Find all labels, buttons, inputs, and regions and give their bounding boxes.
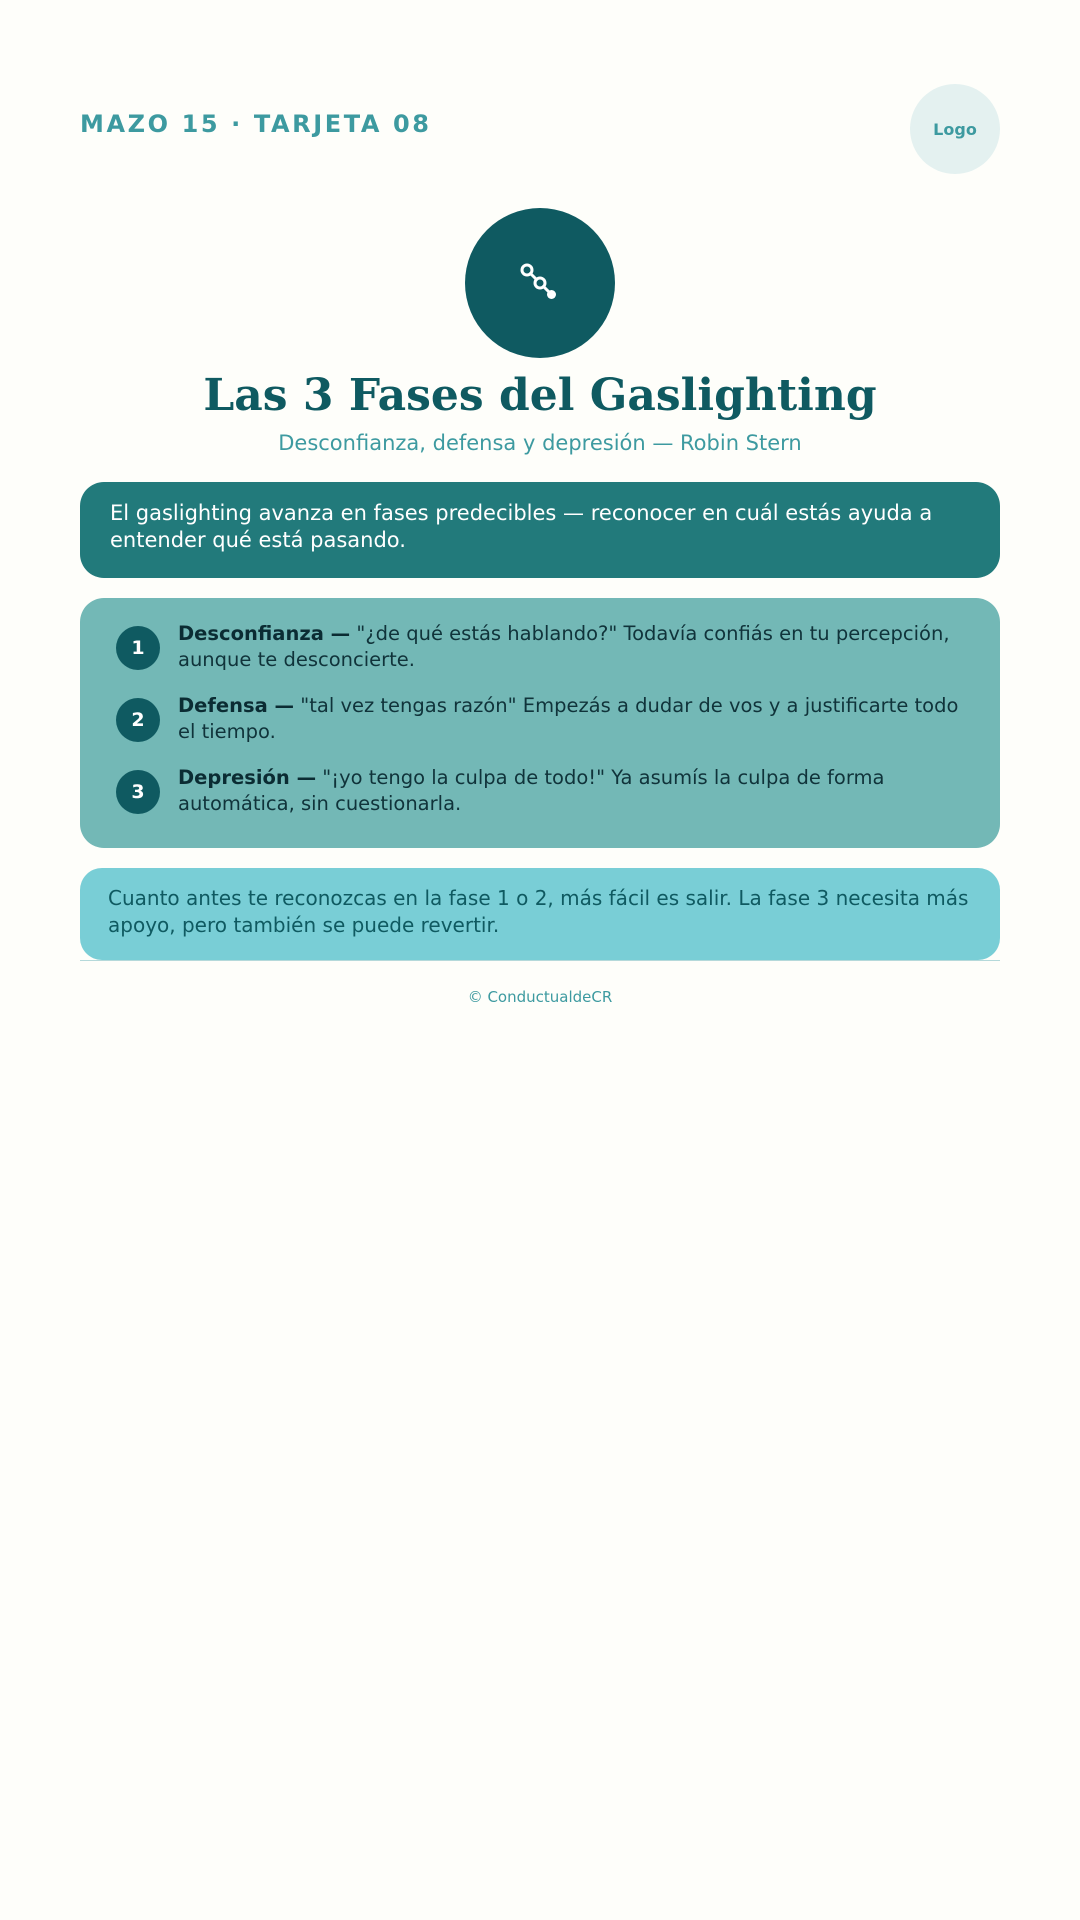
phase-detail: "¡yo tengo la culpa de todo!" Ya asumís la culpa de forma automática, sin cuestionarla. [178,766,885,815]
phase-number-badge: 2 [116,698,160,742]
phase-item [116,693,966,753]
page-title: Las 3 Fases del Gaslighting [203,370,877,421]
footer-credit: © ConductualdeCR [467,988,613,1006]
intro-text: El gaslighting avanza en fases predecibles — reconocer en cuál estás ayuda a entender qué está pasando. [110,501,933,552]
page-subtitle: Desconfianza, defensa y depresión — Robin Stern [278,431,802,455]
phase-term: Depresión — [178,766,317,789]
header [80,84,1000,174]
phase-description [178,765,978,817]
deck-card-label: MAZO 15 · TARJETA 08 [80,110,432,138]
phases-box [80,598,1000,848]
phase-number-badge: 3 [116,770,160,814]
phase-item [116,621,966,681]
chain-link-icon [510,253,570,313]
phase-term: Defensa — [178,694,295,717]
closing-box [80,868,1000,960]
phase-detail: "tal vez tengas razón" Empezás a dudar de vos y a justificarte todo el tiempo. [178,694,959,743]
footer-divider [80,960,1000,961]
phase-term: Desconfianza — [178,622,351,645]
hero-icon-badge [465,208,615,358]
phase-description [178,693,978,745]
intro-box [80,482,1000,578]
logo [910,84,1000,174]
closing-text: Cuanto antes te reconozcas en la fase 1 o 2, más fácil es salir. La fase 3 necesita más apoyo, pero también se puede revertir. [108,886,969,937]
phase-number-badge: 1 [116,626,160,670]
phase-detail: "¿de qué estás hablando?" Todavía confiás en tu percepción, aunque te desconcierte. [178,622,950,671]
phase-item [116,765,966,825]
logo-text: Logo [933,119,977,139]
phase-description [178,621,978,673]
